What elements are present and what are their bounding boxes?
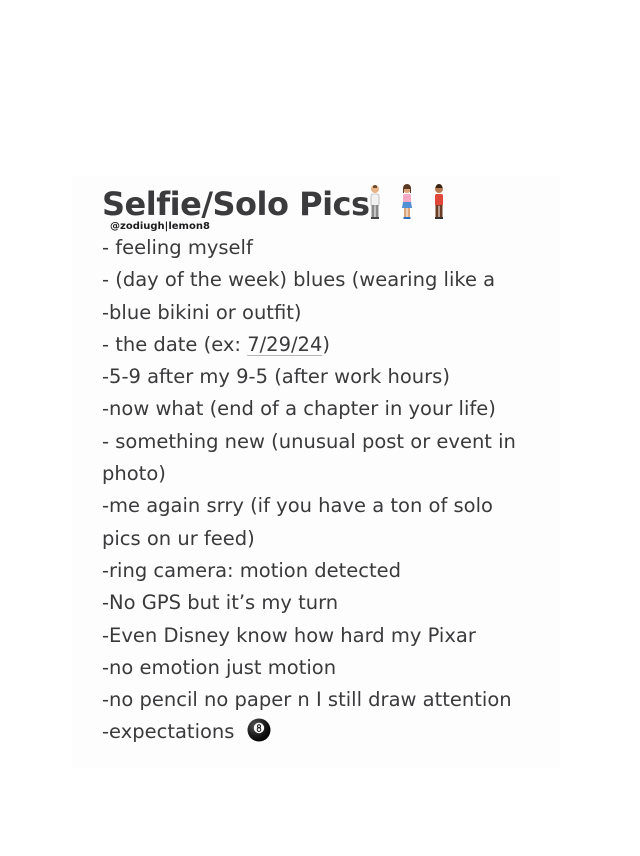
list-item: -me again srry (if you have a ton of solo — [102, 494, 493, 518]
list-item-text: - the date (ex: — [102, 332, 248, 356]
list-item: -5-9 after my 9-5 (after work hours) — [102, 365, 450, 389]
list-item: -no pencil no paper n I still draw attention — [102, 688, 512, 712]
list-item: - something new (unusual post or event in — [102, 429, 516, 453]
list-item: -blue bikini or outfit) — [102, 300, 302, 324]
list-item: -Even Disney know how hard my Pixar — [102, 623, 476, 647]
page-title: Selfie/Solo Pics — [102, 185, 370, 223]
list-item: photo) — [102, 462, 166, 486]
billiard-8-ball-icon — [247, 718, 271, 742]
list-item: -No GPS but it’s my turn — [102, 591, 339, 615]
list-item — [102, 329, 532, 361]
watermark: @zodiugh|lemon8 — [110, 221, 210, 232]
list-item-text: -expectations — [102, 720, 241, 744]
woman-standing-icon — [400, 184, 414, 220]
title-emoji-group — [368, 184, 446, 220]
person-standing-icon — [368, 184, 382, 220]
list-item: -no emotion just motion — [102, 655, 337, 679]
date-example-link[interactable]: 7/29/24 — [247, 332, 323, 356]
list-item: pics on ur feed) — [102, 526, 255, 550]
list-item: - (day of the week) blues (wearing like a — [102, 268, 496, 292]
list-item-text-end: ) — [322, 332, 330, 356]
idea-list — [102, 232, 532, 749]
person-standing-red-icon — [432, 184, 446, 220]
list-item — [102, 716, 532, 748]
list-item: -now what (end of a chapter in your life) — [102, 397, 496, 421]
list-item: - feeling myself — [102, 236, 253, 259]
list-item: -ring camera: motion detected — [102, 558, 402, 582]
